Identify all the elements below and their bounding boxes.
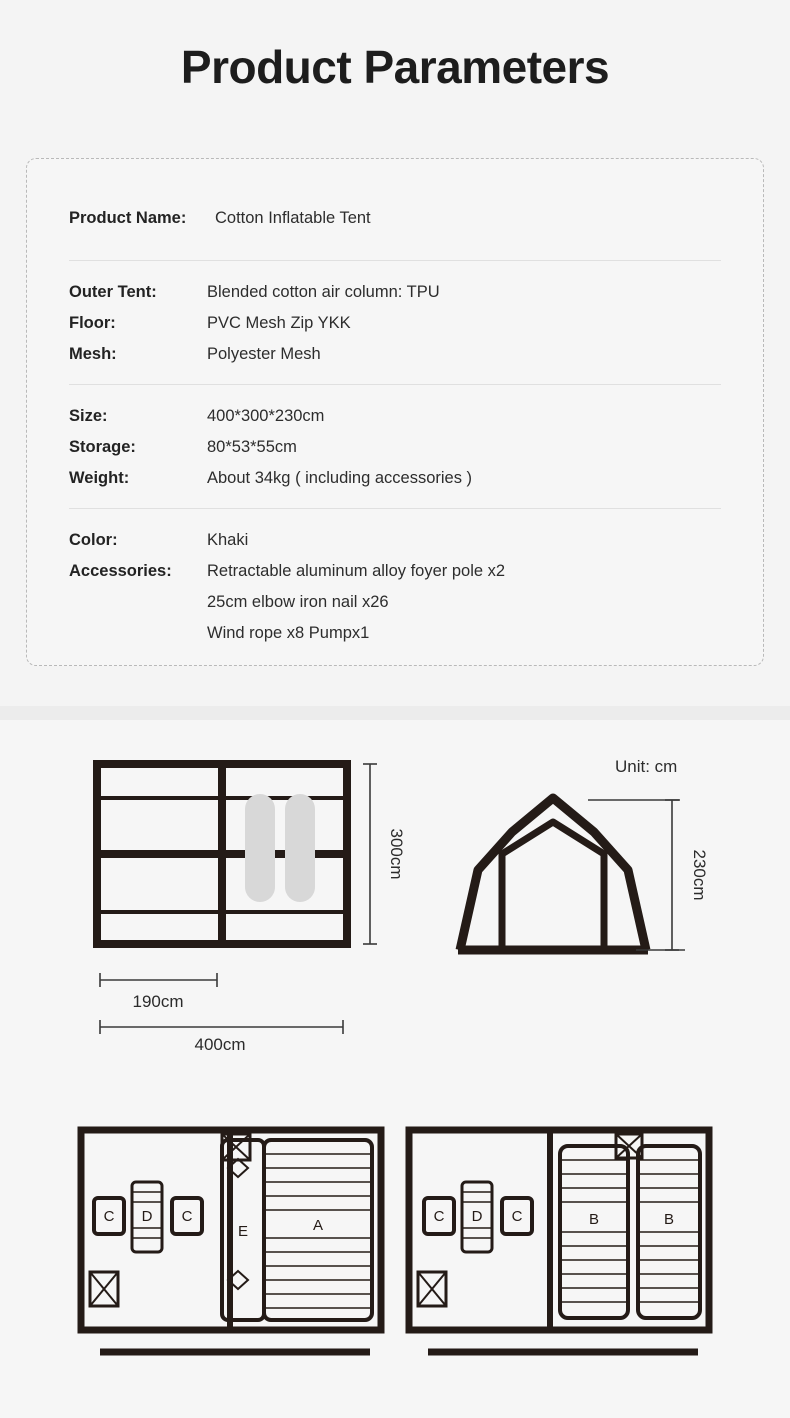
spec-label: Mesh:	[69, 345, 117, 363]
spec-value: Khaki	[207, 531, 249, 549]
spec-group-accessories	[69, 508, 721, 663]
spec-row	[69, 525, 721, 556]
layout-letter-c: C	[433, 1208, 445, 1225]
dim-plan-depth: 300cm	[387, 828, 406, 880]
spec-value: Cotton Inflatable Tent	[215, 209, 371, 227]
spec-label: Size:	[69, 407, 108, 425]
floor-plan-diagram	[80, 752, 410, 1052]
spec-label: Floor:	[69, 314, 116, 332]
spec-value: Retractable aluminum alloy foyer pole x2	[207, 562, 506, 580]
layout-letter-d: D	[471, 1208, 483, 1225]
unit-label: Unit: cm	[615, 757, 678, 776]
packing-layout-right	[398, 1120, 728, 1370]
spec-value: PVC Mesh Zip YKK	[207, 314, 351, 332]
spec-row	[69, 339, 721, 370]
spec-group-materials	[69, 260, 721, 384]
layout-letter-c: C	[511, 1208, 523, 1225]
spec-value: 80*53*55cm	[207, 438, 297, 456]
spec-card	[26, 158, 764, 666]
spec-row	[69, 308, 721, 339]
spec-group-dimensions	[69, 384, 721, 508]
spec-label: Storage:	[69, 438, 136, 456]
dim-front-height: 230cm	[690, 849, 709, 901]
spec-label: Weight:	[69, 469, 130, 487]
spec-label: Product Name:	[69, 209, 187, 227]
layout-letter-a: A	[312, 1217, 324, 1234]
layout-letter-e: E	[237, 1223, 249, 1240]
layout-letter-b: B	[588, 1211, 600, 1228]
page-title: Product Parameters	[180, 41, 610, 93]
diagram-section	[0, 720, 790, 1418]
dim-plan-inner-width: 190cm	[132, 992, 184, 1011]
spec-row	[69, 432, 721, 463]
packing-layout-left	[70, 1120, 400, 1370]
spec-row	[69, 618, 721, 649]
spec-value: About 34kg ( including accessories )	[207, 469, 473, 487]
spec-row	[69, 401, 721, 432]
spec-value: Blended cotton air column: TPU	[207, 283, 440, 301]
layout-letter-c: C	[181, 1208, 193, 1225]
layout-letter-d: D	[141, 1208, 153, 1225]
spec-value: 400*300*230cm	[207, 407, 325, 425]
dim-plan-total-width: 400cm	[194, 1035, 246, 1052]
spec-row	[69, 203, 721, 234]
spec-row	[69, 277, 721, 308]
spec-value: 25cm elbow iron nail x26	[207, 593, 389, 611]
spec-label: Color:	[69, 531, 118, 549]
spec-row	[69, 587, 721, 618]
spec-row	[69, 463, 721, 494]
front-elevation-diagram	[440, 770, 720, 1020]
spec-value: Wind rope x8 Pumpx1	[207, 624, 370, 642]
spec-row	[69, 556, 721, 587]
section-divider	[0, 706, 790, 720]
layout-letter-c: C	[103, 1208, 115, 1225]
spec-label: Accessories:	[69, 562, 172, 580]
layout-letter-b: B	[663, 1211, 675, 1228]
spec-label: Outer Tent:	[69, 283, 157, 301]
spec-group-name	[69, 159, 721, 260]
spec-value: Polyester Mesh	[207, 345, 321, 363]
